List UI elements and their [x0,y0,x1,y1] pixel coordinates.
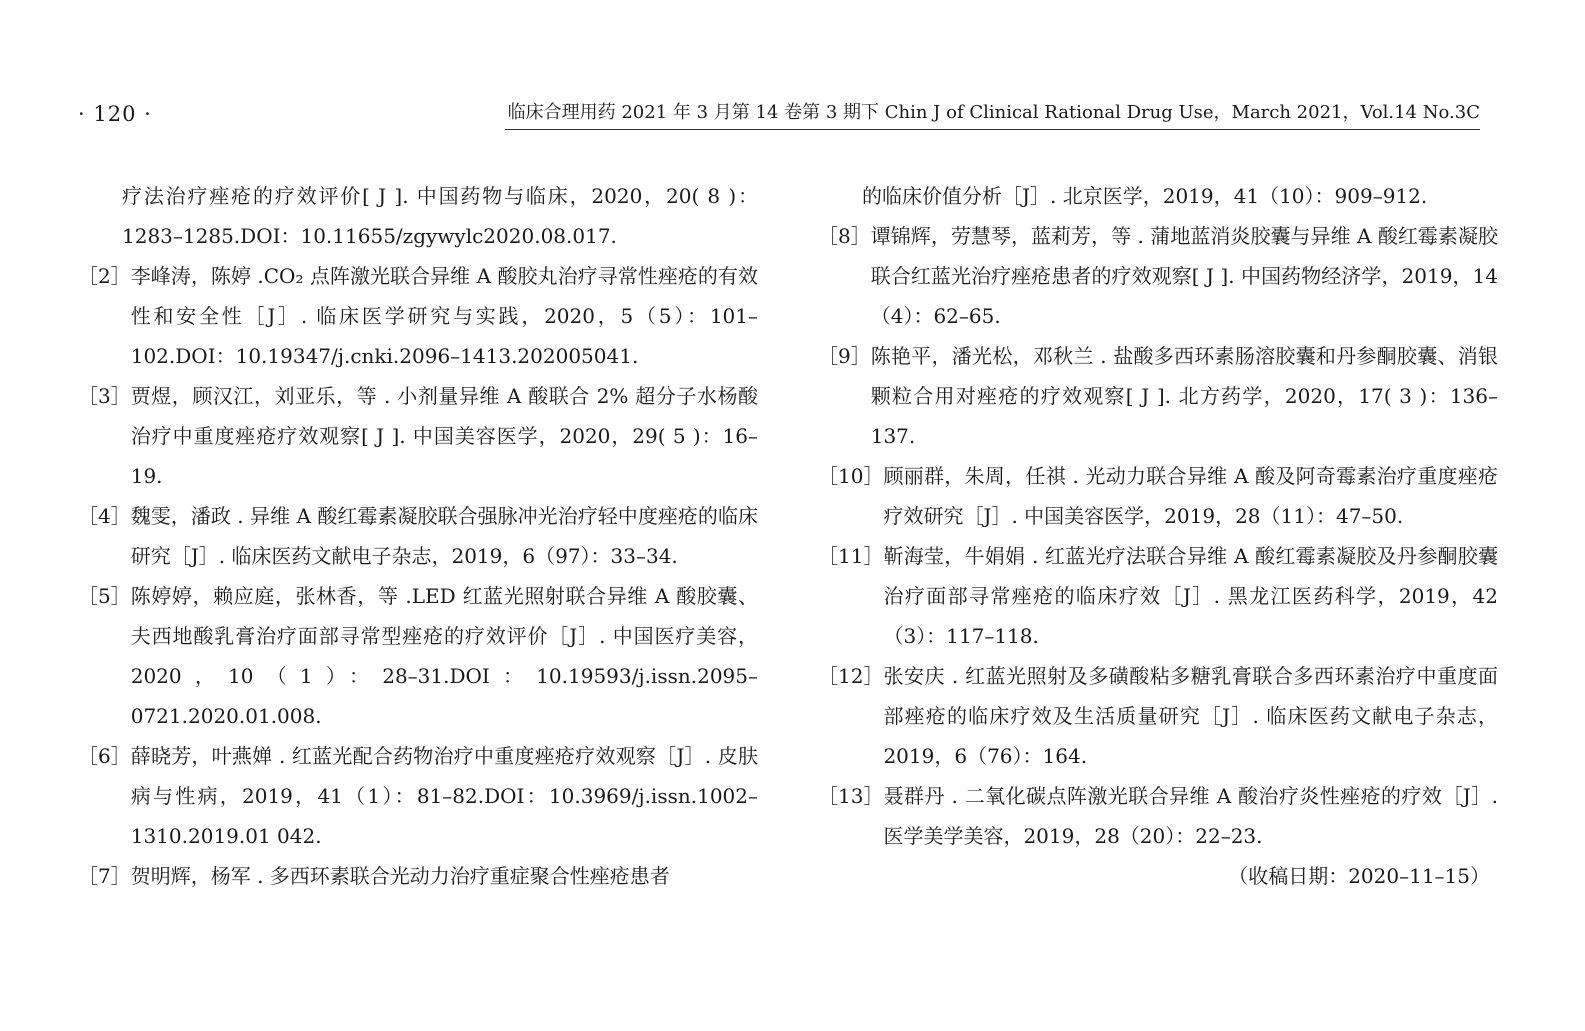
reference-number: ［5］ [78,584,131,608]
reference-text: 靳海莹，牛娟娟 . 红蓝光疗法联合异维 A 酸红霉素凝胶及丹参酮胶囊治疗面部寻常痤疮的临床疗效［J］. 黑龙江医药科学，2019，42（3）：117–118. [883,544,1498,648]
reference-number: ［11］ [818,544,884,568]
reference-number: ［3］ [78,384,131,408]
reference-item [78,496,758,576]
reference-item [818,656,1498,776]
reference-continuation: 疗法治疗痤疮的疗效评价[ J ]. 中国药物与临床，2020，20( 8 )：1283–1285.DOI：10.11655/zgywylc2020.08.017. [122,184,758,248]
reference-item [78,376,758,496]
reference-item [78,736,758,856]
reference-text: 贾煜，顾汉江，刘亚乐，等 . 小剂量异维 A 酸联合 2% 超分子水杨酸治疗中重度痤疮疗效观察[ J ]. 中国美容医学，2020，29( 5 )：16–19. [130,384,758,488]
reference-number: ［13］ [818,784,884,808]
reference-number: ［7］ [78,864,131,888]
page-number: · 120 · [78,102,152,126]
reference-number: ［2］ [78,264,131,288]
reference-text: 谭锦辉，劳慧琴，蓝莉芳，等 . 蒲地蓝消炎胶囊与异维 A 酸红霉素凝胶联合红蓝光治疗痤疮患者的疗效观察[ J ]. 中国药物经济学，2019，14（4）：62–65. [870,224,1498,328]
received-date: （收稿日期：2020–11–15） [1228,864,1490,888]
reference-item [818,776,1498,856]
reference-item [78,256,758,376]
reference-number: ［6］ [78,744,131,768]
reference-text: 张安庆 . 红蓝光照射及多磺酸粘多糖乳膏联合多西环素治疗中重度面部痤疮的临床疗效及生活质量研究［J］. 临床医药文献电子杂志，2019，6（76）：164. [883,664,1498,768]
reference-item [818,336,1498,456]
reference-number: ［4］ [78,504,131,528]
reference-text: 顾丽群，朱周，任祺 . 光动力联合异维 A 酸及阿奇霉素治疗重度痤疮疗效研究［J］. 中国美容医学，2019，28（11）：47–50. [883,464,1498,528]
journal-header: 临床合理用药 2021 年 3 月第 14 卷第 3 期下 Chin J of Clinical Rational Drug Use，March 2021，Vol.14 No.3C [505,98,1480,130]
reference-text: 李峰涛，陈婷 .CO₂ 点阵激光联合异维 A 酸胶丸治疗寻常性痤疮的有效性和安全性［J］. 临床医学研究与实践，2020，5（5）：101–102.DOI：10.19347/j.cnki.2096–1413.202005041. [130,264,758,368]
reference-text: 聂群丹 . 二氧化碳点阵激光联合异维 A 酸治疗炎性痤疮的疗效［J］. 医学美学美容，2019，28（20）：22–23. [883,784,1498,848]
right-column [818,176,1498,896]
reference-continuation: 的临床价值分析［J］. 北京医学，2019，41（10）：909–912. [862,184,1428,208]
reference-item [818,456,1498,536]
reference-text: 魏雯，潘政 . 异维 A 酸红霉素凝胶联合强脉冲光治疗轻中度痤疮的临床研究［J］. 临床医药文献电子杂志，2019，6（97）：33–34. [130,504,758,568]
reference-item [818,536,1498,656]
reference-text: 薛晓芳，叶燕婵 . 红蓝光配合药物治疗中重度痤疮疗效观察［J］. 皮肤病与性病，2019，41（1）：81–82.DOI：10.3969/j.issn.1002–1310.2019.01 042. [130,744,758,848]
reference-number: ［9］ [818,344,871,368]
reference-item [818,216,1498,336]
reference-number: ［10］ [818,464,884,488]
reference-number: ［8］ [818,224,871,248]
left-column [78,176,758,896]
reference-number: ［12］ [818,664,884,688]
reference-item [78,576,758,736]
reference-text: 陈艳平，潘光松，邓秋兰 . 盐酸多西环素肠溶胶囊和丹参酮胶囊、消银颗粒合用对痤疮的疗效观察[ J ]. 北方药学，2020，17( 3 )：136–137. [870,344,1498,448]
reference-item [78,856,758,896]
reference-text: 贺明辉，杨军 . 多西环素联合光动力治疗重症聚合性痤疮患者 [130,864,670,888]
reference-text: 陈婷婷，赖应庭，张林香，等 .LED 红蓝光照射联合异维 A 酸胶囊、夫西地酸乳膏治疗面部寻常型痤疮的疗效评价［J］. 中国医疗美容，2020，10（1）：28–31.DOI：10.19593/j.issn.2095–0721.2020.01.008. [130,584,758,728]
